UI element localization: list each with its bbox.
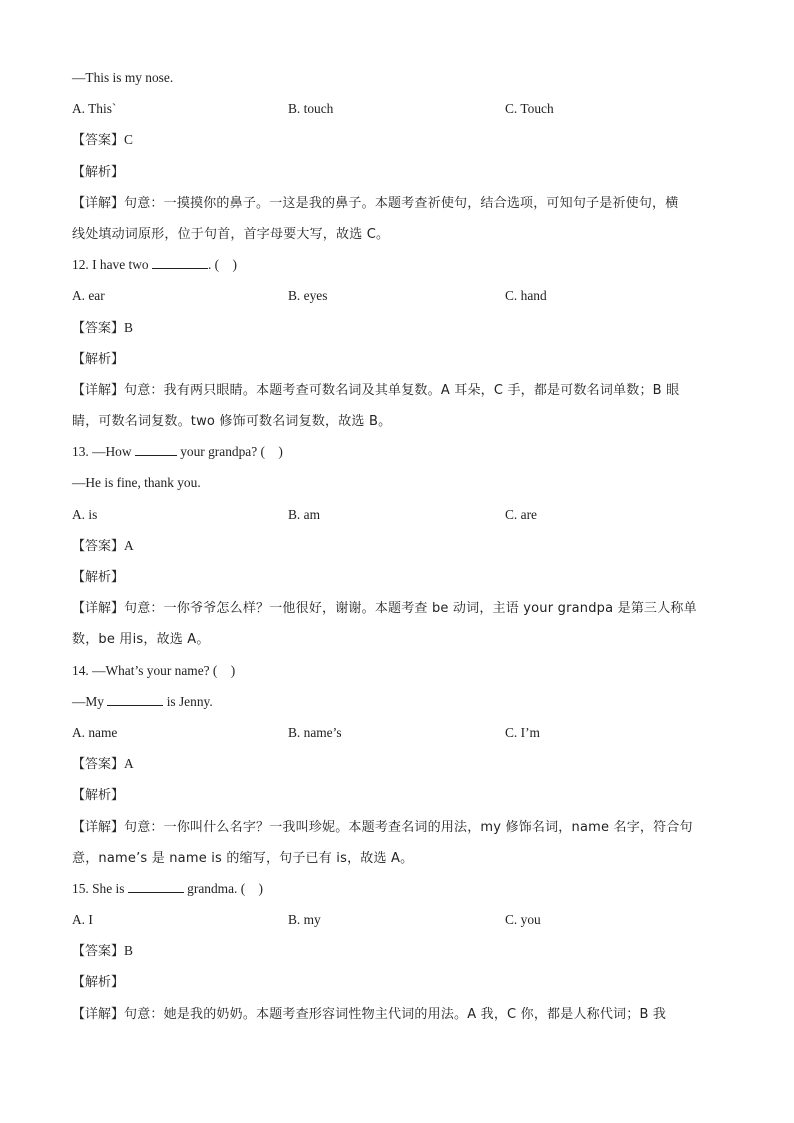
q12-analysis-label: 【解析】 — [72, 351, 125, 367]
q14-detail-2 — [72, 842, 732, 873]
q14-option-b: B. name’s — [288, 724, 342, 740]
q12-stem-before: 12. I have two — [72, 257, 152, 273]
q11-detail-2 — [72, 218, 732, 249]
q13-answer-label: 【答案】 — [72, 538, 125, 554]
q14-dialog-reply — [72, 686, 732, 717]
q13-analysis — [72, 561, 732, 592]
q13-answer — [72, 530, 732, 561]
q12-detail-label: 【详解】 — [72, 382, 125, 398]
q14-stem — [72, 655, 732, 686]
q13-dialog-reply-text: —He is fine, thank you. — [72, 475, 201, 491]
q13-detail-text-2: 数，be 用is，故选 A。 — [72, 632, 210, 648]
q12-option-b: B. eyes — [288, 288, 328, 304]
q12-options — [72, 280, 732, 311]
q15-option-b: B. my — [288, 912, 321, 928]
document-page — [72, 62, 732, 1029]
q15-answer — [72, 935, 732, 966]
q11-dialog-reply — [72, 62, 732, 93]
q14-answer-value: A — [124, 756, 134, 772]
q15-options — [72, 904, 732, 935]
q12-detail-text-1: 句意：我有两只眼睛。本题考查可数名词及其单复数。A 耳朵，C 手，都是可数名词单数；B 眼 — [124, 382, 680, 398]
q15-stem-before: 15. She is — [72, 880, 128, 896]
q15-detail-label: 【详解】 — [72, 1006, 125, 1022]
q14-option-a: A. name — [72, 724, 118, 740]
q14-detail-1 — [72, 811, 732, 842]
q15-stem-after: grandma. ( ) — [183, 880, 264, 896]
q15-analysis — [72, 966, 732, 997]
q11-detail-text-1: 句意：一摸摸你的鼻子。一这是我的鼻子。本题考查祈使句，结合选项，可知句子是祈使句，横 — [124, 195, 679, 211]
q11-answer — [72, 124, 732, 155]
q15-answer-label: 【答案】 — [72, 944, 125, 960]
q13-option-b: B. am — [288, 506, 320, 522]
q12-answer — [72, 312, 732, 343]
q13-options — [72, 499, 732, 530]
q13-option-a: A. is — [72, 506, 98, 522]
q15-blank — [128, 880, 184, 893]
q12-detail-2 — [72, 405, 732, 436]
q13-stem — [72, 436, 732, 467]
q15-answer-value: B — [124, 943, 133, 959]
q12-option-c: C. hand — [505, 288, 547, 304]
q15-option-a: A. I — [72, 912, 93, 928]
q11-options — [72, 93, 732, 124]
q14-analysis — [72, 779, 732, 810]
q11-answer-value: C — [124, 132, 133, 148]
q12-option-a: A. ear — [72, 288, 105, 304]
q14-options — [72, 717, 732, 748]
q14-detail-text-2: 意，name’s 是 name is 的缩写，句子已有 is，故选 A。 — [72, 850, 414, 866]
q11-option-b: B. touch — [288, 101, 334, 117]
q12-detail-1 — [72, 374, 732, 405]
q13-dialog-reply — [72, 467, 732, 498]
q15-detail-1 — [72, 998, 732, 1029]
q11-dialog-reply-text: —This is my nose. — [72, 70, 174, 85]
q13-option-c: C. are — [505, 506, 537, 522]
q12-answer-value: B — [124, 319, 133, 335]
q11-analysis — [72, 156, 732, 187]
q11-detail-text-2: 线处填动词原形，位于句首，首字母要大写，故选 C。 — [72, 226, 390, 242]
q13-detail-2 — [72, 623, 732, 654]
q12-detail-text-2: 睛，可数名词复数。two 修饰可数名词复数，故选 B。 — [72, 414, 392, 430]
q15-detail-text-1: 句意：她是我的奶奶。本题考查形容词性物主代词的用法。A 我，C 你，都是人称代词；B 我 — [124, 1006, 667, 1022]
q14-dialog-reply-before: —My — [72, 693, 108, 709]
q14-stem-text: 14. —What’s your name? ( ) — [72, 662, 236, 678]
q11-option-c: C. Touch — [505, 101, 554, 117]
q14-answer-label: 【答案】 — [72, 757, 125, 773]
q13-stem-after: your grandpa? ( ) — [176, 444, 283, 460]
q14-analysis-label: 【解析】 — [72, 788, 125, 804]
q13-detail-1 — [72, 592, 732, 623]
q11-detail-1 — [72, 187, 732, 218]
q12-blank — [152, 256, 208, 269]
q13-blank — [135, 443, 177, 456]
q15-analysis-label: 【解析】 — [72, 975, 125, 991]
q14-answer — [72, 748, 732, 779]
q14-detail-text-1: 句意：一你叫什么名字？一我叫珍妮。本题考查名词的用法，my 修饰名词，name 名字，符合句 — [124, 819, 693, 835]
q13-detail-label: 【详解】 — [72, 601, 125, 617]
q14-detail-label: 【详解】 — [72, 819, 125, 835]
q15-option-c: C. you — [505, 912, 541, 928]
q12-stem-after: . ( ) — [207, 257, 237, 273]
q14-dialog-reply-after: is Jenny. — [163, 693, 213, 709]
q14-option-c: C. I’m — [505, 724, 540, 740]
q11-detail-label: 【详解】 — [72, 195, 125, 211]
q15-stem — [72, 873, 732, 904]
q13-answer-value: A — [124, 537, 134, 553]
q11-analysis-label: 【解析】 — [72, 164, 125, 180]
q11-option-a: A. This` — [72, 101, 117, 117]
q14-blank — [107, 693, 163, 706]
q13-analysis-label: 【解析】 — [72, 570, 125, 585]
q12-stem — [72, 249, 732, 280]
q13-detail-text-1: 句意：一你爷爷怎么样？一他很好，谢谢。本题考查 be 动词，主语 your grandpa 是第三人称单 — [124, 601, 697, 617]
q12-answer-label: 【答案】 — [72, 320, 125, 336]
q11-answer-label: 【答案】 — [72, 133, 125, 149]
q12-analysis — [72, 343, 732, 374]
q13-stem-before: 13. —How — [72, 444, 135, 460]
